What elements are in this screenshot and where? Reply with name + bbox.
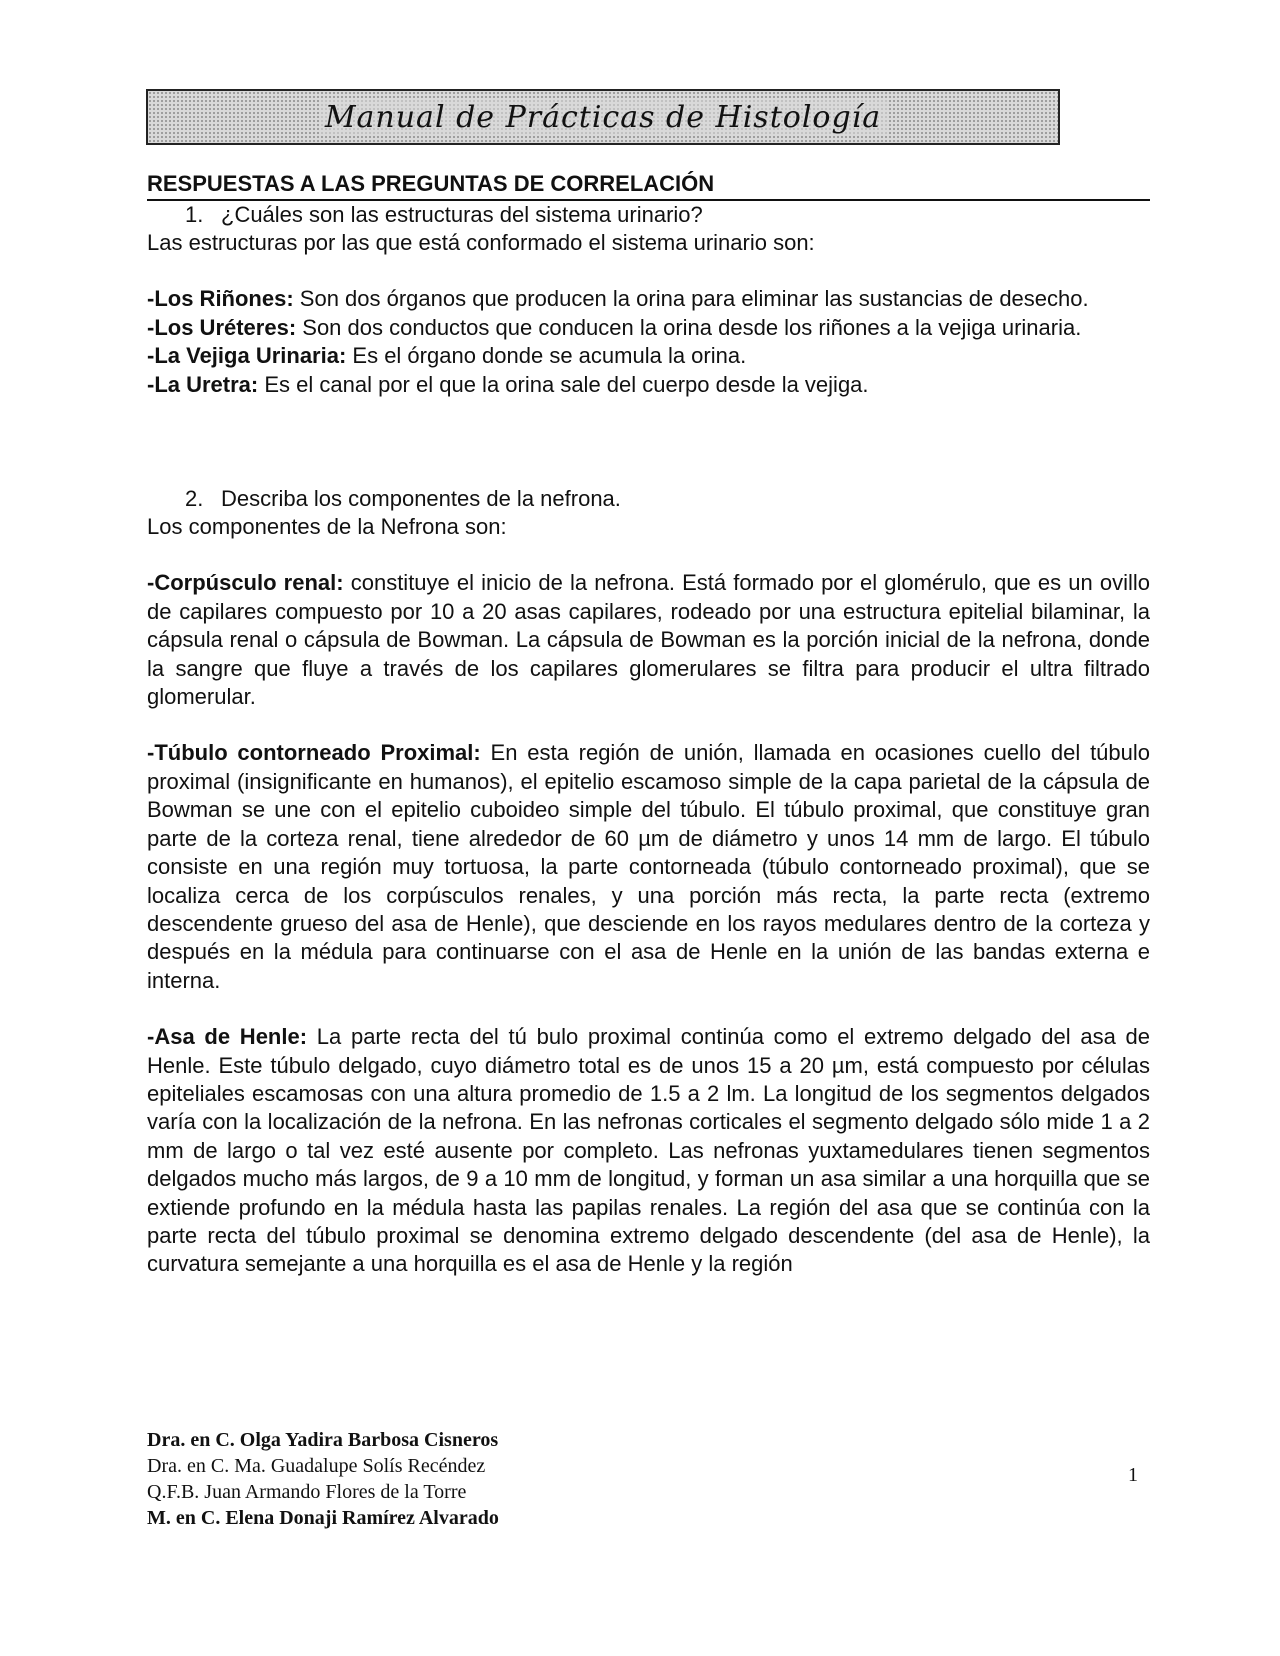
answer-text: Son dos conductos que conducen la orina desde los riñones a la vejiga urinaria. [296, 314, 1082, 340]
answer-term: -Los Uréteres: [147, 314, 297, 340]
section-title: RESPUESTAS A LAS PREGUNTAS DE CORRELACIÓN [147, 170, 1150, 201]
answer-term: -Asa de Henle: [147, 1024, 308, 1050]
answer-item-vejiga [147, 342, 1150, 370]
question-1-text: ¿Cuáles son las estructuras del sistema urinario? [221, 202, 703, 227]
answer-item-ureteres [147, 314, 1150, 342]
answer-item-uretra [147, 371, 1150, 399]
question-1-intro: Las estructuras por las que está conformado el sistema urinario son: [147, 230, 815, 255]
question-2-number: 2. [185, 486, 204, 512]
answer-item-rinones [147, 285, 1150, 313]
manual-title: Manual de Prácticas de Histología [319, 100, 887, 135]
answer-item-tubulo-proximal [147, 739, 1150, 995]
answer-text: Es el órgano donde se acumula la orina. [346, 343, 747, 369]
answer-item-corpusculo [147, 569, 1150, 711]
footer-authors [147, 1427, 499, 1531]
answer-text: En esta región de unión, llamada en ocasiones cuello del túbulo proximal (insignificante en humanos), el epitelio escamoso simple de la capa parietal de la cápsula de Bowman se une con el epitelio cuboideo simple del túbulo. El túbulo proximal, que constituye gran parte de la corteza renal, tiene alrededor de 60 µm de diámetro y unos 14 mm de largo. El túbulo consiste en una región muy tortuosa, la parte contorneada (túbulo contorneado proximal), que se localiza cerca de los corpúsculos renales, y una porción más recta, la parte recta (extremo descendente grueso del asa de Henle), que desciende en los rayos medulares dentro de la corteza y después en la médula para continuarse con el asa de Henle en la unión de las bandas externa e interna. [147, 740, 1151, 993]
answer-text: Es el canal por el que la orina sale del cuerpo desde la vejiga. [258, 371, 869, 397]
answer-term: -Los Riñones: [147, 286, 294, 312]
question-2-intro: Los componentes de la Nefrona son: [147, 514, 507, 540]
answer-term: -Corpúsculo renal: [147, 570, 344, 596]
author-line: Q.F.B. Juan Armando Flores de la Torre [147, 1481, 467, 1503]
author-line: Dra. en C. Ma. Guadalupe Solís Recéndez [147, 1455, 486, 1477]
author-line: M. en C. Elena Donaji Ramírez Alvarado [147, 1507, 499, 1529]
manual-title-banner [146, 89, 1060, 145]
answer-text: Son dos órganos que producen la orina para eliminar las sustancias de desecho. [293, 286, 1089, 312]
question-2 [147, 485, 1150, 513]
question-2-text: Describa los componentes de la nefrona. [221, 486, 621, 512]
answer-item-asa-henle [147, 1023, 1150, 1279]
answer-term: -Túbulo contorneado Proximal: [147, 740, 481, 766]
answer-term: -La Vejiga Urinaria: [147, 343, 347, 369]
page-number: 1 [1128, 1464, 1138, 1486]
question-1-number: 1. [185, 202, 204, 227]
document-body [147, 170, 1150, 1279]
answer-text: constituye el inicio de la nefrona. Está formado por el glomérulo, que es un ovillo de capilares compuesto por 10 a 20 asas capilares, rodeado por una estructura epitelial bilaminar, la cápsula renal o cápsula de Bowman. La cápsula de Bowman es la porción inicial de la nefrona, donde la sangre que fluye a través de los capilares glomerulares se filtra para producir el ultra filtrado glomerular. [147, 570, 1150, 710]
author-line: Dra. en C. Olga Yadira Barbosa Cisneros [147, 1429, 499, 1451]
answer-term: -La Uretra: [147, 371, 259, 397]
answer-text: La parte recta del tú bulo proximal continúa como el extremo delgado del asa de Henle. Este túbulo delgado, cuyo diámetro total es de unos 15 a 20 µm, está compuesto por células epiteliales escamosas con una altura promedio de 1.5 a 2 lm. La longitud de los segmentos delgados varía con la localización de la nefrona. En las nefronas corticales el segmento delgado sólo mide 1 a 2 mm de largo o tal vez esté ausente por completo. Las nefronas yuxtamedulares tienen segmentos delgados mucho más largos, de 9 a 10 mm de longitud, y forman un asa similar a una horquilla que se extiende profundo en la médula hasta las papilas renales. La región del asa que se continúa con la parte recta del túbulo proximal se denomina extremo delgado descendente (del asa de Henle), la curvatura semejante a una horquilla es el asa de Henle y la región [147, 1024, 1150, 1277]
question-1 [147, 201, 1150, 229]
